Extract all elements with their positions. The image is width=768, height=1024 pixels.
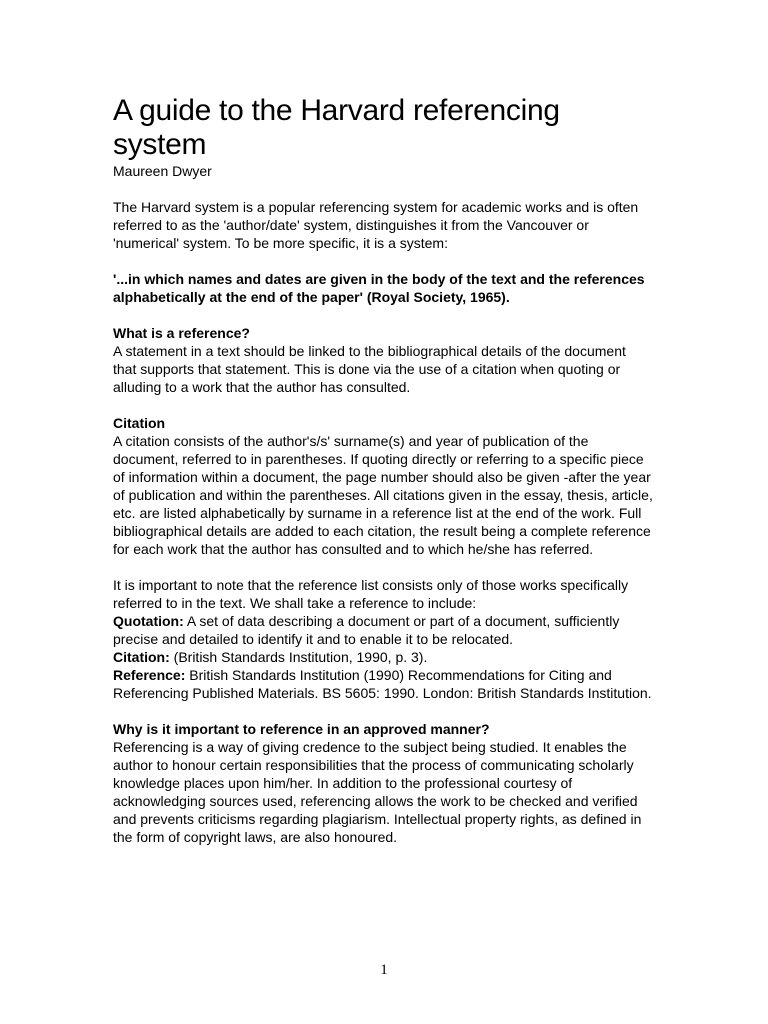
what-is-reference-heading: What is a reference? [113,325,250,341]
why-important-heading: Why is it important to reference in an approved manner? [113,721,490,737]
citation-example-text: (British Standards Institution, 1990, p. 3). [169,649,428,665]
why-important-body: Referencing is a way of giving credence to the subject being studied. It enables the author to honour certain responsibilities that the process of communicating scholarly knowledge places upon him/her. In addition to the professional courtesy of acknowledging sources used, referencing allows the work to be checked and verified and prevents criticisms regarding plagiarism. Intellectual property rights, as defined in the form of copyright laws, are also honoured. [113,739,642,845]
intro-paragraph: The Harvard system is a popular referencing system for academic works and is often referred to as the 'author/date' system, distinguishes it from the Vancouver or 'numerical' system. To be more specific, it is a system: [113,199,639,251]
page-number: 1 [380,962,388,978]
citation-heading: Citation [113,415,166,431]
citation-label: Citation: [113,649,170,665]
author-name: Maureen Dwyer [113,163,212,179]
citation-body: A citation consists of the author's/s' surname(s) and year of publication of the document, referred to in parentheses. If quoting directly or referring to a specific piece of information within a document, the page number should also be given -after the year of publication and within the parentheses. All citations given in the essay, thesis, article, etc. are listed alphabetically by surname in a reference list at the end of the work. Full bibliographical details are added to each citation, the result being a complete reference for each work that the author has consulted and to which he/she has referred. [113,433,653,557]
citation-example [113,648,653,666]
reference-example-text: British Standards Institution (1990) Recommendations for Citing and Referencing Published Materials. BS 5605: 1990. London: British Standards Institution. [113,667,652,701]
document-body [113,94,653,846]
reference-list-intro: It is important to note that the reference list consists only of those works specifically referred to in the text. We shall take a reference to include: [113,577,629,611]
document-title: A guide to the Harvard referencing system [113,94,560,161]
what-is-reference-body: A statement in a text should be linked to the bibliographical details of the document that supports that statement. This is done via the use of a citation when quoting or alluding to a work that the author has consulted. [113,343,626,395]
reference-example [113,666,653,702]
quotation-definition [113,612,653,648]
reference-label: Reference: [113,667,186,683]
quotation-label: Quotation: [113,613,184,629]
quotation-text: A set of data describing a document or part of a document, sufficiently precise and detailed to identify it and to enable it to be relocated. [113,613,620,647]
royal-society-quote: '...in which names and dates are given in the body of the text and the references alphabetically at the end of the paper' (Royal Society, 1965). [113,271,645,305]
